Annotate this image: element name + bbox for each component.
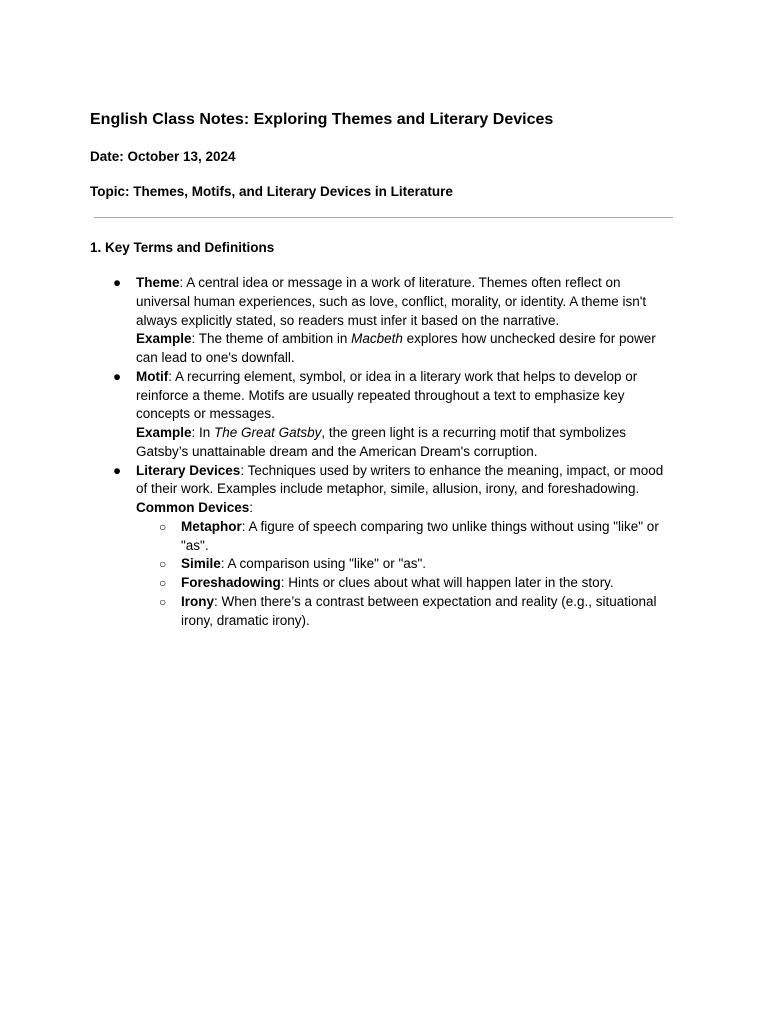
term-name: Literary Devices: [136, 462, 241, 478]
sublist-item-foreshadowing: [136, 574, 676, 593]
hollow-bullet-icon: ○: [159, 594, 167, 609]
term-example: [136, 424, 676, 462]
definition-text: : A central idea or message in a work of literature. Themes often reflect on universal human experiences, such as love, conflict, morality, or identity. A theme isn't always explicitly stated, so readers must infer it based on the narrative.: [136, 275, 647, 328]
term-definition: [136, 368, 676, 424]
device-description: : A figure of speech comparing two unlike things without using "like" or "as".: [181, 518, 659, 553]
device-description: : A comparison using "like" or "as".: [220, 556, 427, 572]
device-name: Metaphor: [181, 518, 242, 534]
term-definition: [136, 462, 676, 500]
term-definition: [136, 274, 676, 330]
work-title: The Great Gatsby: [214, 425, 322, 440]
sublist-item-irony: [136, 593, 676, 631]
hollow-bullet-icon: ○: [159, 519, 167, 534]
term-name: Motif: [136, 368, 169, 384]
example-text: : In: [191, 425, 215, 440]
topic-line: Topic: Themes, Motifs, and Literary Devices in Literature: [90, 184, 453, 199]
document-page: [90, 110, 676, 630]
device-description: : When there’s a contrast between expectation and reality (e.g., situational irony, dramatic irony).: [181, 593, 657, 628]
example-text: : The theme of ambition in: [191, 331, 352, 347]
hollow-bullet-icon: ○: [159, 576, 167, 590]
common-devices-heading: Common Devices: [136, 500, 250, 515]
example-text: , the green light is a recurring motif that symbolizes Gatsby’s unattainable dream and the American Dream's corruption.: [136, 425, 626, 459]
key-terms-list: [90, 274, 676, 630]
example-label: Example: [136, 331, 192, 347]
bullet-icon: ●: [113, 462, 122, 478]
example-text: explores how unchecked desire for power can lead to one's downfall.: [136, 331, 656, 365]
list-item-literary-devices: [90, 462, 676, 631]
hollow-bullet-icon: ○: [159, 557, 167, 572]
bullet-icon: ●: [113, 368, 122, 384]
example-label: Example: [136, 425, 192, 440]
common-devices-colon: :: [249, 500, 254, 515]
bullet-icon: ●: [113, 275, 122, 290]
document-title: English Class Notes: Exploring Themes and Literary Devices: [90, 111, 554, 128]
common-devices-label: [136, 499, 676, 518]
device-name: Foreshadowing: [181, 575, 281, 590]
devices-sublist: [136, 518, 676, 631]
horizontal-divider: [94, 217, 673, 218]
device-name: Irony: [181, 593, 215, 609]
definition-text: : Techniques used by writers to enhance the meaning, impact, or mood of their work. Examples include metaphor, simile, allusion, irony, and foreshadowing.: [136, 462, 664, 497]
section-heading: 1. Key Terms and Definitions: [90, 240, 275, 255]
list-item-theme: [90, 274, 676, 368]
term-name: Theme: [136, 275, 180, 290]
device-name: Simile: [181, 556, 221, 572]
sublist-item-metaphor: [136, 518, 676, 556]
work-title: Macbeth: [351, 331, 403, 347]
term-example: [136, 330, 676, 368]
sublist-item-simile: [136, 555, 676, 574]
definition-text: : A recurring element, symbol, or idea in a literary work that helps to develop or reinforce a theme. Motifs are usually repeated throughout a text to emphasize key concepts or messages.: [136, 368, 638, 422]
date-line: Date: October 13, 2024: [90, 149, 236, 164]
list-item-motif: [90, 368, 676, 462]
device-description: : Hints or clues about what will happen later in the story.: [280, 575, 614, 590]
